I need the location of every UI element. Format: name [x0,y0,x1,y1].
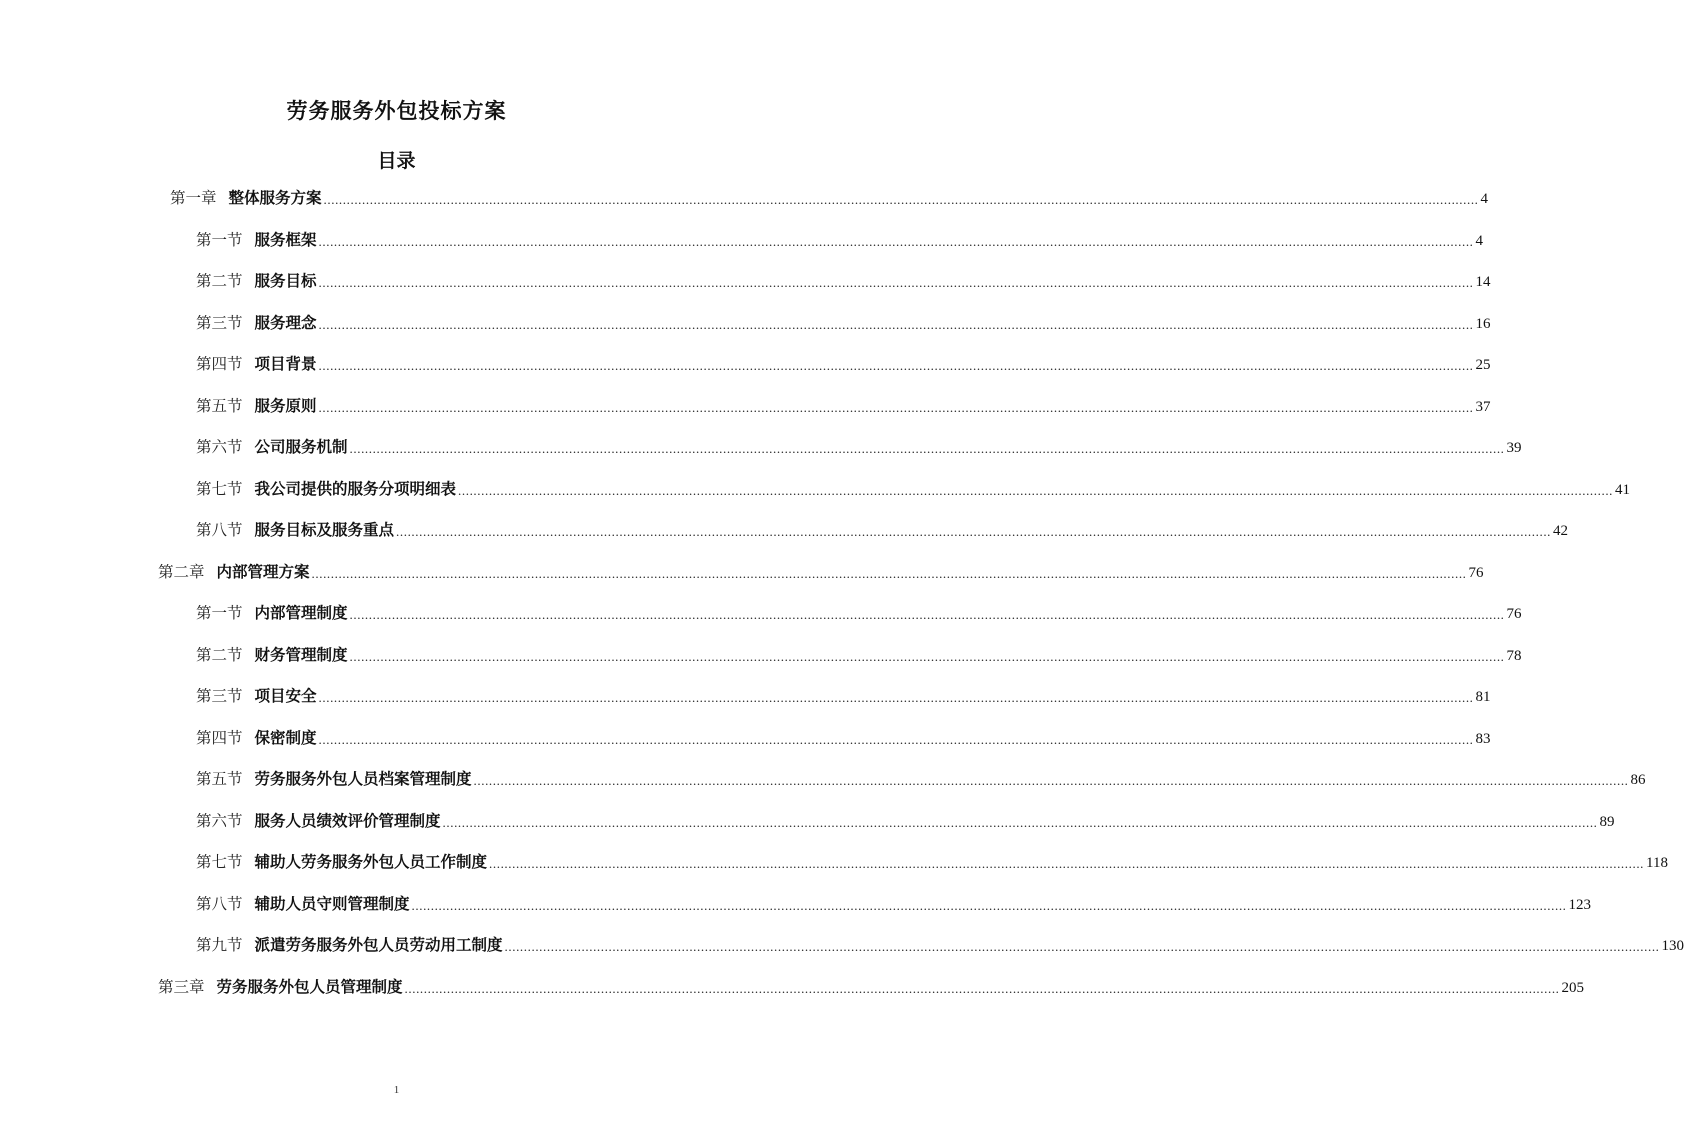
toc-page-number: 89 [1599,813,1615,830]
toc-entry-title: 服务目标及服务重点 [254,521,395,539]
toc-dot-leader: ............................................................................................................................................................................................................................................................................................................ [458,482,1614,498]
toc-dot-leader: ............................................................................................................................................................................................................................................................................................................ [318,316,1474,332]
toc-entry-number: 第五节 [196,770,243,788]
toc-dot-leader: ............................................................................................................................................................................................................................................................................................................ [318,275,1474,290]
toc-dot-leader: ............................................................................................................................................................................................................................................................................................................ [318,233,1474,249]
toc-section-entry[interactable] [196,303,1491,333]
toc-page-number: 37 [1475,398,1491,415]
toc-entry-title: 劳务服务外包人员档案管理制度 [254,770,472,788]
toc-section-entry[interactable] [196,884,1592,914]
toc-page-number: 76 [1468,564,1484,581]
toc-entry-number: 第一章 [170,189,217,207]
toc-page-number: 130 [1661,938,1684,954]
toc-page-number: 14 [1475,274,1491,290]
toc-entry-title: 派遣劳务服务外包人员劳动用工制度 [254,936,503,954]
toc-dot-leader: ............................................................................................................................................................................................................................................................................................................ [349,441,1505,456]
toc-entry-number: 第三节 [196,687,243,705]
toc-entry-title: 财务管理制度 [254,645,348,664]
toc-dot-leader: ............................................................................................................................................................................................................................................................................................................ [489,856,1645,871]
toc-page-number: 83 [1475,730,1491,747]
toc-entry-number: 第三节 [196,313,243,332]
toc-entry-number: 第二章 [158,562,205,581]
toc-section-entry[interactable] [196,842,1668,872]
toc-dot-leader: ............................................................................................................................................................................................................................................................................................................ [318,399,1474,415]
toc-dot-leader: ............................................................................................................................................................................................................................................................................................................ [311,565,1467,581]
toc-page-number: 4 [1480,191,1489,207]
toc-page-number: 16 [1475,315,1491,332]
toc-entry-title: 辅助人劳务服务外包人员工作制度 [254,853,488,871]
toc-section-entry[interactable] [196,469,1631,499]
toc-page-number: 78 [1506,647,1522,664]
toc-page-number: 41 [1615,481,1631,498]
toc-dot-leader: ............................................................................................................................................................................................................................................................................................................ [504,939,1660,954]
toc-entry-number: 第一节 [196,604,243,622]
toc-section-entry[interactable] [196,718,1491,748]
toc-entry-number: 第六节 [196,438,243,456]
toc-dot-leader: ............................................................................................................................................................................................................................................................................................................ [396,524,1552,539]
toc-section-entry[interactable] [196,801,1615,831]
toc-entry-number: 第三章 [158,977,205,996]
toc-section-entry[interactable] [196,510,1569,540]
toc-entry-number: 第五节 [196,396,243,415]
toc-chapter-entry[interactable] [158,967,1585,997]
toc-entry-number: 第八节 [196,521,243,539]
toc-page-number: 86 [1630,772,1646,788]
page-number: 1 [393,1084,400,1096]
toc-page-number: 25 [1475,357,1491,373]
toc-dot-leader: ............................................................................................................................................................................................................................................................................................................ [318,690,1474,705]
toc-entry-title: 劳务服务外包人员管理制度 [216,977,403,996]
toc-section-entry[interactable] [196,593,1522,623]
toc-entry-number: 第六节 [196,811,243,830]
toc-dot-leader: ............................................................................................................................................................................................................................................................................................................ [318,731,1474,747]
toc-entry-title: 服务目标 [254,272,317,290]
toc-dot-leader: ............................................................................................................................................................................................................................................................................................................ [404,980,1560,996]
toc-page-number: 4 [1475,232,1484,249]
toc-entry-title: 服务人员绩效评价管理制度 [254,811,441,830]
toc-dot-leader: ............................................................................................................................................................................................................................................................................................................ [323,192,1479,207]
toc-section-entry[interactable] [196,386,1491,416]
toc-page-number: 39 [1506,440,1522,456]
toc-dot-leader: ............................................................................................................................................................................................................................................................................................................ [473,773,1629,788]
toc-section-entry[interactable] [196,261,1491,291]
toc-dot-leader: ............................................................................................................................................................................................................................................................................................................ [411,897,1567,913]
toc-section-entry[interactable] [196,344,1491,374]
toc-entry-title: 服务理念 [254,313,317,332]
toc-entry-number: 第七节 [196,853,243,871]
toc-entry-title: 内部管理制度 [254,604,348,622]
toc-section-entry[interactable] [196,676,1491,706]
toc-dot-leader: ............................................................................................................................................................................................................................................................................................................ [349,607,1505,622]
toc-entry-number: 第四节 [196,355,243,373]
toc-page-number: 123 [1568,896,1592,913]
toc-page-number: 118 [1646,855,1668,871]
toc-section-entry[interactable] [196,220,1484,250]
toc-section-entry[interactable] [196,759,1646,789]
toc-entry-title: 我公司提供的服务分项明细表 [254,479,457,498]
toc-entry-title: 公司服务机制 [254,438,348,456]
toc-page-number: 81 [1475,689,1491,705]
document-title: 劳务服务外包投标方案 [286,99,507,123]
toc-entry-number: 第八节 [196,894,243,913]
toc-entry-number: 第一节 [196,230,243,249]
toc-heading: 目录 [377,150,416,172]
toc-entry-number: 第二节 [196,645,243,664]
toc-page-number: 76 [1506,606,1522,622]
toc-entry-number: 第九节 [196,936,243,954]
toc-entry-number: 第四节 [196,728,243,747]
toc-entry-title: 保密制度 [254,728,317,747]
toc-entry-number: 第七节 [196,479,243,498]
toc-entry-number: 第二节 [196,272,243,290]
toc-entry-title: 辅助人员守则管理制度 [254,894,410,913]
toc-entry-title: 服务框架 [254,230,317,249]
toc-section-entry[interactable] [196,427,1522,457]
toc-entry-title: 项目安全 [254,687,317,705]
toc-page-number: 42 [1553,523,1569,539]
toc-entry-title: 整体服务方案 [228,189,322,207]
toc-entry-title: 项目背景 [254,355,317,373]
toc-dot-leader: ............................................................................................................................................................................................................................................................................................................ [349,648,1505,664]
toc-entry-title: 内部管理方案 [216,562,310,581]
toc-page-number: 205 [1561,979,1585,996]
toc-dot-leader: ............................................................................................................................................................................................................................................................................................................ [318,358,1474,373]
toc-entry-title: 服务原则 [254,396,317,415]
toc-chapter-entry[interactable] [158,552,1484,582]
toc-section-entry[interactable] [196,925,1684,955]
toc-dot-leader: ............................................................................................................................................................................................................................................................................................................ [442,814,1598,830]
toc-chapter-entry[interactable] [170,178,1489,208]
toc-section-entry[interactable] [196,635,1522,665]
